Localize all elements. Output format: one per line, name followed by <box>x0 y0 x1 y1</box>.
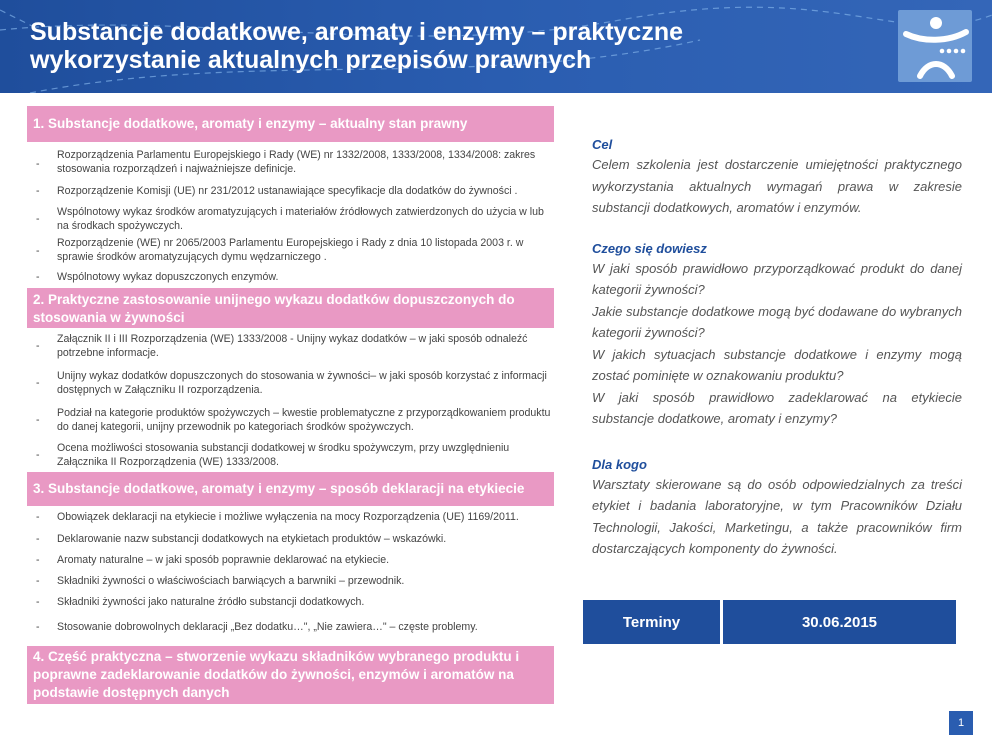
section-heading: 1. Substancje dodatkowe, aromaty i enzymy – aktualny stan prawny <box>27 106 554 142</box>
dla-kogo-heading: Dla kogo <box>592 456 647 472</box>
list-item: - Deklarowanie nazw substancji dodatkowych na etykietach produktów – wskazówki. <box>36 532 447 545</box>
section-heading: 4. Część praktyczna – stworzenie wykazu składników wybranego produktu i poprawne zadeklarowanie dodatków do żywności, enzymów i aromatów na podstawie dostępnych danych <box>27 646 554 704</box>
dowiesz-line: W jaki sposób prawidłowo przyporządkować produkt do danej kategorii żywności? <box>592 260 962 297</box>
header-banner <box>0 0 992 93</box>
list-item: - Obowiązek deklaracji na etykiecie i możliwe wyłączenia na mocy Rozporządzenia (UE) 1169/2011. <box>36 511 519 523</box>
list-item: - Składniki żywności jako naturalne źródło substancji dodatkowych. <box>36 595 365 608</box>
info-column <box>592 136 962 560</box>
list-item: - Załącznik II i III Rozporządzenia (WE) 1333/2008 - Unijny wykaz dodatków – w jaki sposób odnaleźć potrzebne informacje. <box>36 333 528 359</box>
terminy-bar <box>583 600 956 644</box>
list-item: - Wspólnotowy wykaz środków aromatyzujących i materiałów źródłowych zatwierdzonych do użycia w lub na środkach spożywczych. <box>36 206 544 232</box>
list-item: - Rozporządzenie (WE) nr 2065/2003 Parlamentu Europejskiego i Rady z dnia 10 listopada 2003 r. w sprawie środków aromatyzujących dymu wędzarniczego . <box>36 237 524 263</box>
cel-text: Celem szkolenia jest dostarczenie umiejętności praktycznego wykorzystania aktualnych wymagań prawa w zakresie substancji dodatkowych, aromatów i enzymów. <box>592 157 962 215</box>
cel-heading: Cel <box>592 137 613 152</box>
section-3 <box>27 472 554 642</box>
list-item: - Stosowanie dobrowolnych deklaracji „Bez dodatku…", „Nie zawiera…" – częste problemy. <box>36 621 478 633</box>
dla-kogo-text: Warsztaty skierowane są do osób odpowiedzialnych za treści etykiet i badania laboratoryjne, w tym Pracowników Działu Technologii, Jakości, Marketingu, a także pracowników firm dostarczających komponenty do żywności. <box>592 476 962 556</box>
dowiesz-line: W jaki sposób prawidłowo zadeklarować na etykiecie substancje dodatkowe, aromaty i enzymy? <box>592 389 962 426</box>
terminy-date: 30.06.2015 <box>723 600 956 644</box>
program-column <box>27 106 554 704</box>
dowiesz-heading: Czego się dowiesz <box>592 240 707 256</box>
dowiesz-line: Jakie substancje dodatkowe mogą być dodawane do wybranych kategorii żywności? <box>592 303 963 340</box>
list-item: - Rozporządzenia Parlamentu Europejskiego i Rady (WE) nr 1332/2008, 1333/2008, 1334/2008: zakres stosowania rozporządzeń i najważniejsze definicje. <box>36 149 536 175</box>
section-1 <box>27 106 554 288</box>
page-title: Substancje dodatkowe, aromaty i enzymy – praktyczne wykorzystanie aktualnych przepisów prawnych <box>30 18 684 74</box>
logo <box>898 10 972 82</box>
list-item: - Ocena możliwości stosowania substancji dodatkowej w środku spożywczym, przy uwzględnieniu Załącznika II Rozporządzenia (WE) 1333/2008. <box>36 442 510 468</box>
list-item: - Wspólnotowy wykaz dopuszczonych enzymów. <box>36 271 279 283</box>
section-2 <box>27 288 554 472</box>
person-logo-icon <box>898 10 972 82</box>
list-item: - Rozporządzenie Komisji (UE) nr 231/2012 ustanawiające specyfikacje dla dodatków do żywności . <box>36 185 518 197</box>
page-number: 1 <box>949 711 973 735</box>
section-heading: 2. Praktyczne zastosowanie unijnego wykazu dodatków dopuszczonych do stosowania w żywności <box>27 288 554 328</box>
list-item: - Składniki żywności o właściwościach barwiących a barwniki – przewodnik. <box>36 574 405 587</box>
terminy-label: Terminy <box>583 600 720 644</box>
dowiesz-line: W jakich sytuacjach substancje dodatkowe i enzymy mogą zostać pominięte w oznakowaniu produktu? <box>592 346 962 383</box>
section-4 <box>27 646 554 704</box>
section-heading: 3. Substancje dodatkowe, aromaty i enzymy – sposób deklaracji na etykiecie <box>27 472 554 506</box>
list-item: - Unijny wykaz dodatków dopuszczonych do stosowania w żywności– w jaki sposób korzystać z informacji dostępnych w Załączniku II rozporządzenia. <box>36 370 547 396</box>
list-item: - Podział na kategorie produktów spożywczych – kwestie problematyczne z przyporządkowaniem produktu do danej kategorii, unijny przewodnik po kategoriach środków spożywczych. <box>36 407 551 433</box>
list-item: - Aromaty naturalne – w jaki sposób poprawnie deklarować na etykiecie. <box>36 553 390 566</box>
